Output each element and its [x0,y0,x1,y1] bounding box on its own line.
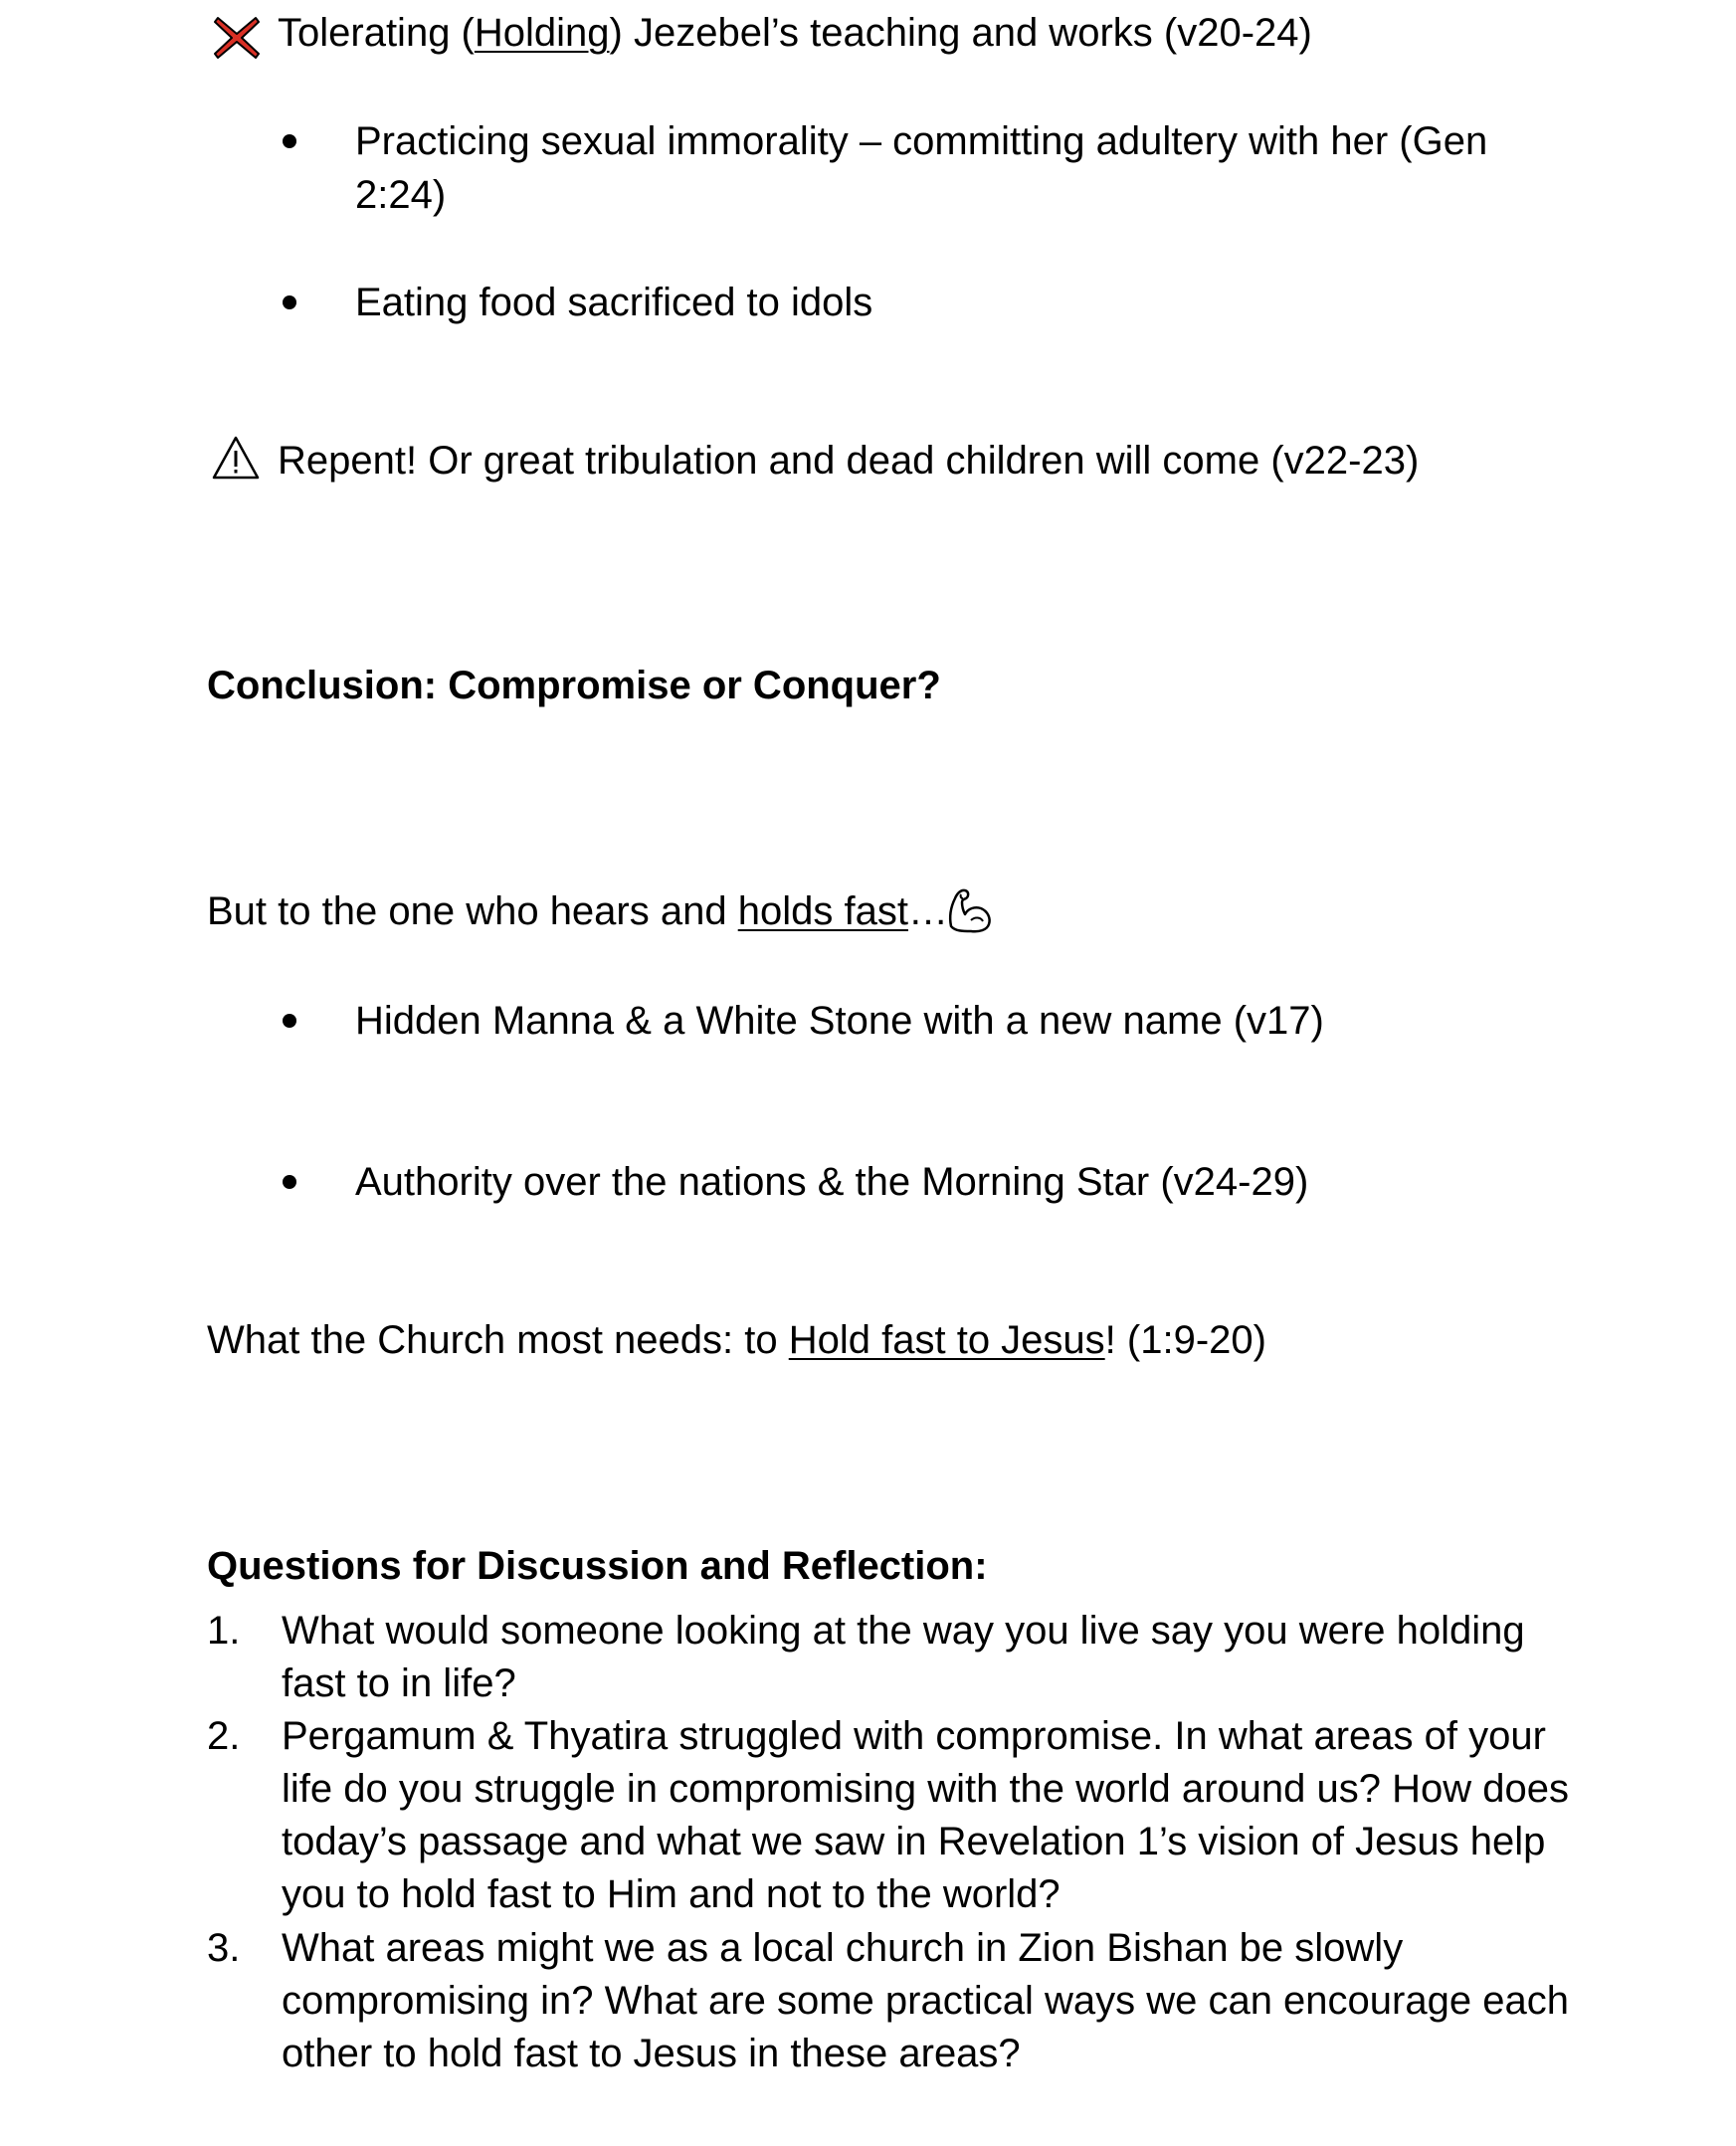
holds-fast-underlined: holds fast [737,889,908,933]
question-2-line-3: today’s passage and what we saw in Revelation 1’s vision of Jesus help [282,1820,1546,1863]
bullet-idols: Eating food sacrificed to idols [355,281,873,324]
bullet-hidden-manna: Hidden Manna & a White Stone with a new name (v17) [355,999,1324,1043]
question-2-line-2: life do you struggle in compromising with the world around us? How does [282,1767,1570,1811]
church-need-suffix: ! (1:9-20) [1104,1318,1266,1362]
red-x-icon [212,14,262,62]
holding-underlined: Holding [474,11,610,55]
hold-fast-suffix: … [907,889,948,933]
hold-fast-to-jesus-underlined: Hold fast to Jesus [788,1318,1105,1362]
warning-icon [211,435,261,481]
tolerating-prefix: Tolerating ( [278,11,475,55]
warning-text: Repent! Or great tribulation and dead children will come (v22-23) [278,439,1420,483]
question-1-line-1: What would someone looking at the way you live say you were holding [282,1609,1525,1653]
hold-fast-line [207,884,948,938]
question-2-line-1: Pergamum & Thyatira struggled with compromise. In what areas of your [282,1714,1546,1758]
bullet-dot [283,134,296,148]
bullet-immorality-line-1: Practicing sexual immorality – committing adultery with her (Gen [355,119,1488,163]
church-need-prefix: What the Church most needs: to [207,1318,789,1362]
question-2-line-4: you to hold fast to Him and not to the world? [282,1872,1061,1916]
bullet-dot [283,1175,296,1189]
question-3-line-1: What areas might we as a local church in Zion Bishan be slowly [282,1926,1404,1970]
flexed-biceps-icon [943,884,995,936]
questions-heading: Questions for Discussion and Reflection: [207,1544,988,1588]
question-3-line-3: other to hold fast to Jesus in these areas? [282,2032,1021,2075]
question-1-line-2: fast to in life? [282,1661,516,1705]
question-3-line-2: compromising in? What are some practical ways we can encourage each [282,1979,1569,2023]
bullet-dot [283,1014,296,1028]
church-need-line [207,1313,1266,1367]
hold-fast-prefix: But to the one who hears and [207,889,738,933]
question-number: 1. [207,1609,241,1653]
bullet-immorality-line-2: 2:24) [355,173,447,217]
conclusion-heading: Conclusion: Compromise or Conquer? [207,664,941,707]
question-number: 3. [207,1926,241,1970]
bullet-authority: Authority over the nations & the Morning Star (v24-29) [355,1160,1309,1204]
tolerating-suffix: ) Jezebel’s teaching and works (v20-24) [609,11,1312,55]
tolerating-heading [278,6,1312,60]
question-number: 2. [207,1714,241,1758]
bullet-dot [283,295,296,309]
